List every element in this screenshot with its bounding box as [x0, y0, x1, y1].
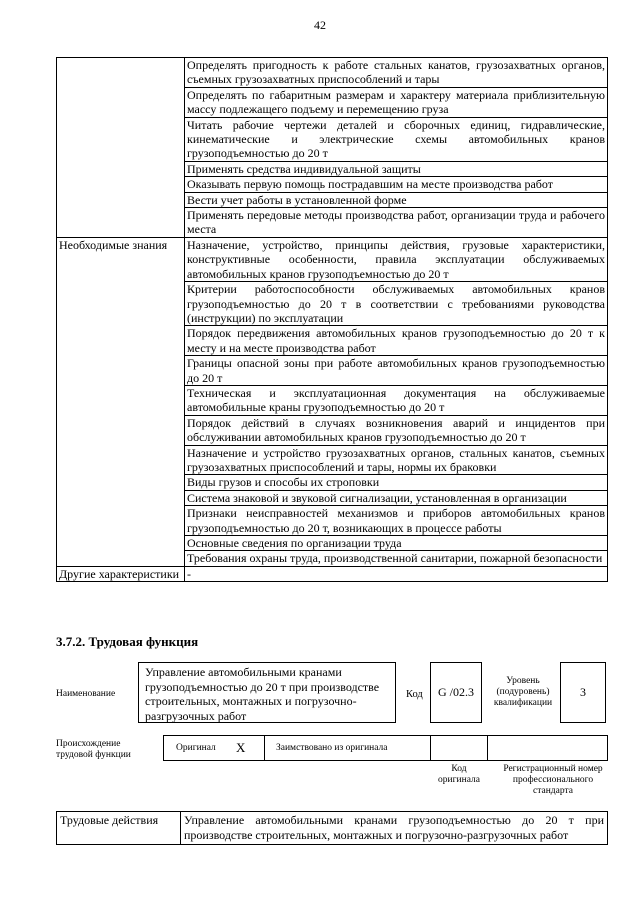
function-code-box	[430, 662, 482, 723]
row-item: Основные сведения по организации труда	[185, 536, 608, 551]
page-number: 42	[314, 18, 326, 32]
row-item: Назначение, устройство, принципы действия, грузовые характеристики, конструктивные особенности, правила эксплуатации обслуживаемых автомобильных кранов грузоподъемностью до 20 т	[185, 237, 608, 281]
row-item: Критерии работоспособности обслуживаемых автомобильных кранов грузоподъемностью до 20 т в соответствии с требованиями руководства (инструкции) по эксплуатации	[185, 282, 608, 326]
original-label: Оригинал	[176, 743, 216, 753]
function-code-value: G /02.3	[438, 685, 474, 699]
other-row	[57, 566, 608, 581]
row-item: Вести учет работы в установленной форме	[185, 192, 608, 207]
level-box	[560, 662, 606, 723]
code-original-cell	[430, 735, 488, 761]
row-item: Порядок передвижения автомобильных кранов грузоподъемностью до 20 т к месту и на месте производства работ	[185, 326, 608, 356]
row-item: Читать рабочие чертежи деталей и сборочных единиц, гидравлические, кинематические и электрические схемы автомобильных кранов грузоподъемностью до 20 т	[185, 117, 608, 161]
row-item: Применять передовые методы производства работ, организации труда и рабочего места	[185, 208, 608, 238]
row-label	[57, 58, 185, 238]
row-item: Требования охраны труда, производственной санитарии, пожарной безопасности	[185, 551, 608, 566]
row-item: Определять по габаритным размерам и характеру материала приблизительную массу подлежащего подъему и перемещению груза	[185, 87, 608, 117]
row-item: Система знаковой и звуковой сигнализации, установленная в организации	[185, 490, 608, 505]
level-label: Уровень (подуровень) квалификации	[493, 676, 553, 708]
row-item: Границы опасной зоны при работе автомобильных кранов грузоподъемностью до 20 т	[185, 356, 608, 386]
function-name-value: Управление автомобильными кранами грузоподъемностью до 20 т при производстве строительных, монтажных и погрузочно-разгрузочных работ	[145, 665, 380, 723]
row-item: Определять пригодность к работе стальных канатов, грузозахватных органов, съемных грузозахватных приспособлений и тары	[185, 58, 608, 88]
borrowed-label: Заимствовано из оригинала	[276, 743, 388, 753]
qualification-table	[56, 57, 608, 582]
original-mark: X	[236, 740, 246, 755]
function-name-box	[138, 662, 396, 723]
labor-actions-table	[56, 811, 608, 845]
code-label: Код	[406, 689, 423, 700]
row-item: -	[185, 566, 608, 581]
row-label: Другие характеристики	[57, 566, 185, 581]
origin-label: Происхождение трудовой функции	[56, 739, 131, 760]
name-label: Наименование	[56, 689, 116, 699]
labor-actions-label: Трудовые действия	[57, 812, 181, 845]
row-item: Назначение и устройство грузозахватных органов, стальных канатов, съемных грузозахватных приспособлений и тары, нормы их браковки	[185, 445, 608, 475]
row-item: Порядок действий в случаях возникновения аварий и инцидентов при обслуживании автомобильных кранов грузоподъемностью до 20 т	[185, 415, 608, 445]
row-item: Признаки неисправностей механизмов и приборов автомобильных кранов грузоподъемностью до 20 т, возникающих в процессе работы	[185, 506, 608, 536]
code-original-label: Код оригинала	[438, 764, 480, 785]
row-item: Оказывать первую помощь пострадавшим на месте производства работ	[185, 177, 608, 192]
reg-number-label: Регистрационный номер профессионального стандарта	[503, 764, 603, 796]
row-item: Виды грузов и способы их строповки	[185, 475, 608, 490]
row-item: Техническая и эксплуатационная документация на обслуживаемые автомобильные краны грузоподъемностью до 20 т	[185, 385, 608, 415]
level-value: 3	[580, 685, 586, 699]
section-title: 3.7.2. Трудовая функция	[56, 634, 199, 649]
row-item: Применять средства индивидуальной защиты	[185, 161, 608, 176]
knowledge-row	[57, 237, 608, 281]
labor-actions-value: Управление автомобильными кранами грузоподъемностью до 20 т при производстве строительных, монтажных и погрузочно-разгрузочных работ	[181, 812, 608, 845]
skill-row	[57, 58, 608, 88]
row-label: Необходимые знания	[57, 237, 185, 566]
